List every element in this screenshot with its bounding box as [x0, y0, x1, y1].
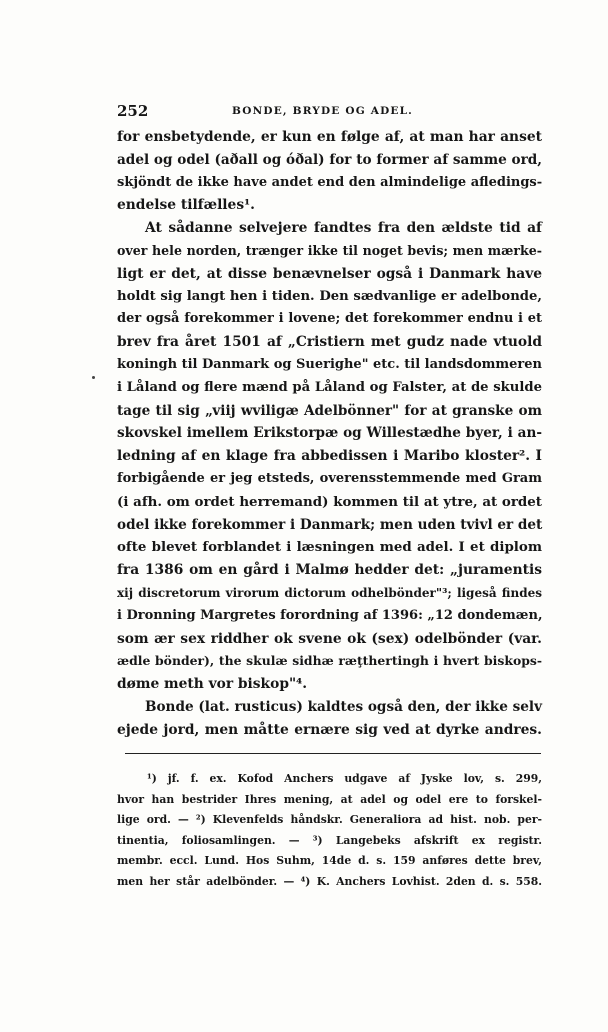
text-line: skovskel imellem Erikstorpæ og Willestædhe byer, i an-	[117, 425, 542, 442]
text-line: (i afh. om ordet herremand) kommen til at ytre, at ordet	[117, 493, 542, 510]
footnote-rule	[125, 753, 541, 754]
text-line: xij discretorum virorum dictorum odhelbönder"³; ligeså findes	[117, 585, 542, 600]
footnote-line: hvor han bestrider Ihres mening, at adel og odel ere to forskel-	[117, 792, 542, 806]
page-number: 252	[117, 102, 149, 120]
text-line: ædle bönder), the skulæ sidhæ ræţthertingh i hvert biskops-	[117, 653, 542, 669]
text-line: odel ikke forekommer i Danmark; men uden tvivl er det	[117, 516, 543, 533]
text-line: over hele norden, trænger ikke til noget bevis; men mærke-	[117, 242, 542, 258]
text-line: brev fra året 1501 af „Cristiern met gudz nade vtuold	[117, 334, 542, 351]
text-line: holdt sig langt hen i tiden. Den sædvanlige er adelbonde,	[117, 288, 542, 304]
text-line: endelse tilfælles¹.	[117, 197, 255, 214]
body-text	[117, 126, 542, 742]
text-line: tage til sig „viij wviligæ Adelbönner" for at granske om	[117, 402, 542, 419]
text-line: At sådanne selvejere fandtes fra den ældste tid af	[145, 220, 542, 237]
text-line: fra 1386 om en gård i Malmø hedder det: „juramentis	[117, 562, 542, 579]
page-header	[117, 102, 542, 124]
text-line: koningh til Danmark og Suerighe" etc. til landsdommeren	[117, 356, 542, 372]
footnote-line: lige ord. — ²) Klevenfelds håndskr. Generaliora ad hist. nob. per-	[117, 813, 542, 827]
text-line: som ær sex riddher ok svene ok (sex) odelbönder (var.	[117, 630, 542, 647]
text-line: Bonde (lat. rusticus) kaldtes også den, der ikke selv	[145, 698, 542, 715]
footnote-line: tinentia, foliosamlingen. — ³) Langebeks afskrift ex registr.	[117, 833, 542, 847]
text-line: forbigående er jeg etsteds, overensstemmende med Gram	[117, 470, 542, 486]
running-title: BONDE, BRYDE OG ADEL.	[232, 105, 414, 117]
footnote-line: membr. eccl. Lund. Hos Suhm, 14de d. s. 159 anføres dette brev,	[117, 854, 542, 868]
text-line: ofte blevet forblandet i læsningen med adel. I et diplom	[117, 539, 542, 556]
text-line: ligt er det, at disse benævnelser også i Danmark have	[117, 265, 542, 282]
margin-mark	[92, 376, 95, 379]
text-line: for ensbetydende, er kun en følge af, at man har anset	[117, 129, 542, 145]
text-line: ejede jord, men måtte ernære sig ved at dyrke andres.	[117, 721, 542, 738]
text-line: ledning af en klage fra abbedissen i Maribo kloster². I	[117, 448, 542, 465]
text-line: døme meth vor biskop"⁴.	[117, 676, 308, 693]
text-line: i Låland og flere mænd på Låland og Falster, at de skulde	[117, 379, 542, 395]
text-line: i Dronning Margretes forordning af 1396: „12 dondemæn,	[117, 607, 543, 623]
footnote-line: men her står adelbönder. — ⁴) K. Anchers Lovhist. 2den d. s. 558.	[117, 874, 542, 888]
text-line: adel og odel (aðall og óðal) for to former af samme ord,	[117, 151, 542, 168]
text-line: der også forekommer i lovene; det forekommer endnu i et	[117, 311, 542, 327]
footnote-line: ¹) jf. f. ex. Kofod Anchers udgave af Jyske lov, s. 299,	[147, 772, 542, 785]
text-line: skjöndt de ikke have andet end den almindelige afledings-	[117, 174, 543, 190]
footnotes	[117, 769, 542, 893]
